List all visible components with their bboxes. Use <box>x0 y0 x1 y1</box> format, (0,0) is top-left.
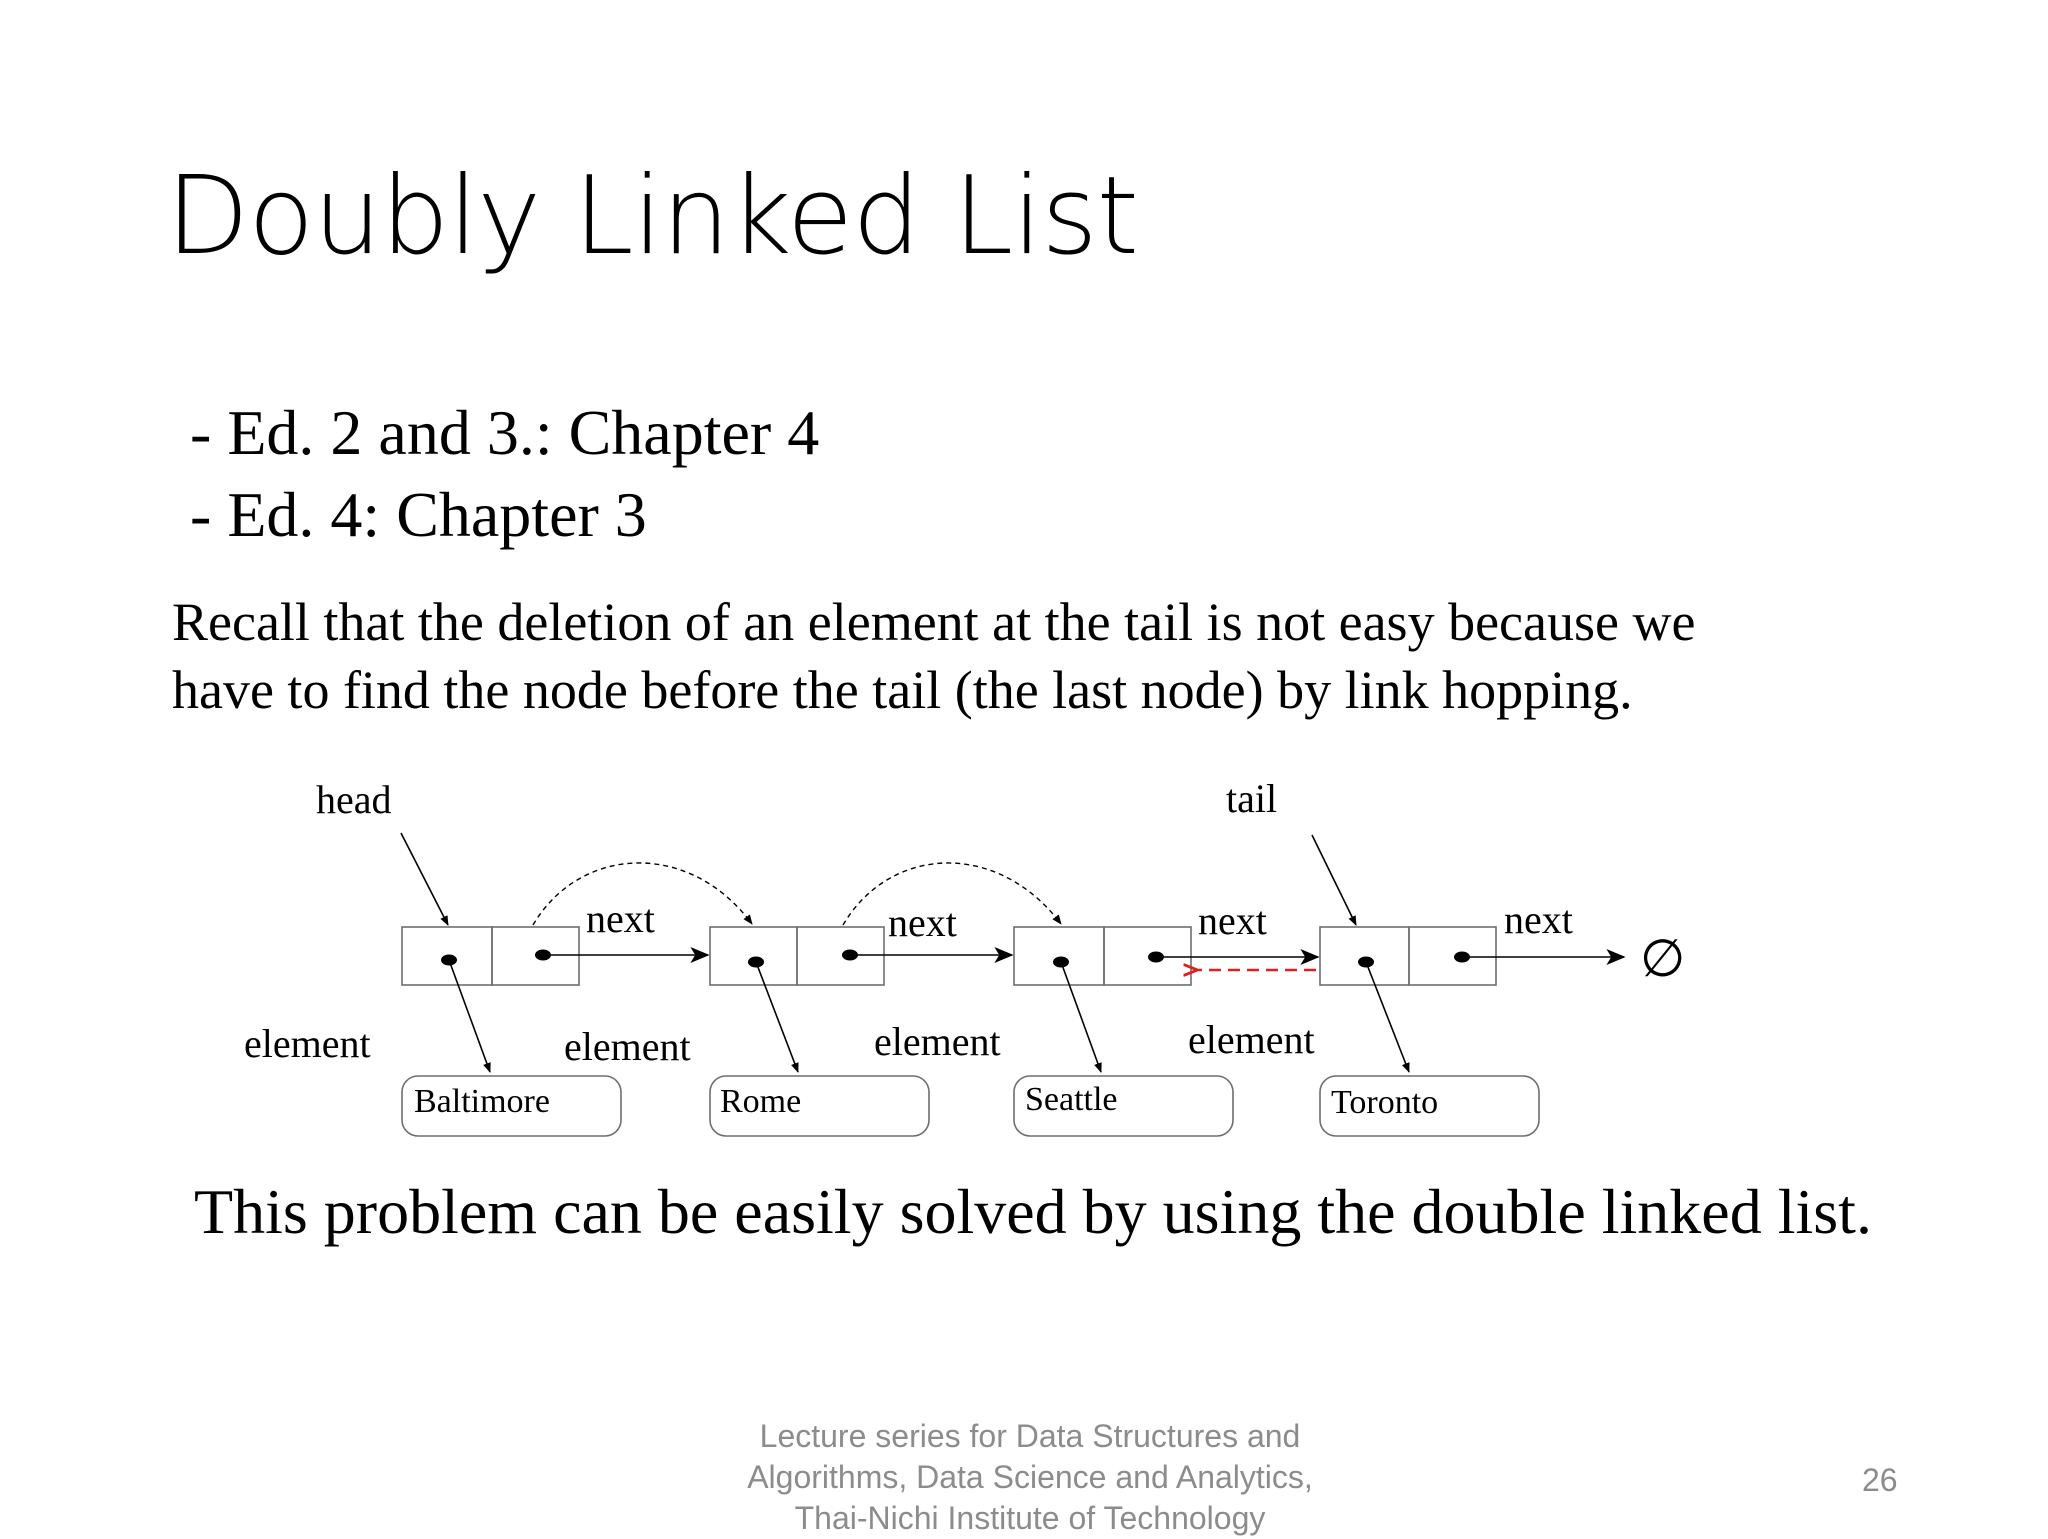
conclusion-text: This problem can be easily solved by using the double linked list. <box>194 1176 1872 1247</box>
link-hop-arrow <box>533 863 752 925</box>
element-pointer-dot <box>1358 957 1374 968</box>
element-arrow <box>1061 962 1101 1072</box>
head-label: head <box>316 777 392 822</box>
element-arrow <box>1366 962 1409 1072</box>
reference-line: - Ed. 4: Chapter 3 <box>190 479 647 550</box>
element-pointer-dot <box>1053 957 1069 968</box>
value-box <box>710 1076 929 1136</box>
element-cell <box>1320 927 1409 985</box>
next-cell <box>1409 927 1496 985</box>
list-node <box>1014 927 1191 985</box>
list-node <box>710 927 884 985</box>
next-label: next <box>586 896 655 941</box>
slide-title: Doubly Linked List <box>166 154 1138 279</box>
node-value: Toronto <box>1331 1084 1439 1121</box>
footer <box>700 1416 1360 1539</box>
node-value: Rome <box>720 1083 802 1120</box>
node-value: Seattle <box>1025 1081 1118 1118</box>
footer-line: Thai-Nichi Institute of Technology <box>794 1500 1266 1536</box>
recall-paragraph <box>172 588 1992 724</box>
reference-line: - Ed. 2 and 3.: Chapter 4 <box>190 397 820 468</box>
element-label: element <box>874 1019 1001 1064</box>
next-pointer-dot <box>1454 952 1470 963</box>
next-label: next <box>888 900 957 945</box>
list-node <box>1320 927 1496 985</box>
value-box <box>1014 1076 1233 1136</box>
next-pointer-dot <box>535 950 551 961</box>
head-pointer <box>401 833 448 925</box>
tail-pointer <box>1312 835 1356 925</box>
element-arrow <box>449 960 490 1072</box>
page-number: 26 <box>1862 1462 1898 1498</box>
next-cell <box>492 927 579 985</box>
next-cell <box>1104 927 1191 985</box>
element-cell <box>402 927 492 985</box>
tail-label: tail <box>1226 776 1278 821</box>
list-node <box>402 927 579 985</box>
element-pointer-dot <box>748 957 764 968</box>
next-label: next <box>1504 897 1573 942</box>
node-value: Baltimore <box>414 1083 550 1120</box>
value-box <box>402 1076 621 1136</box>
null-icon: ∅ <box>1640 931 1686 988</box>
element-label: element <box>564 1024 691 1069</box>
element-label: element <box>1188 1017 1315 1062</box>
element-arrow <box>756 962 798 1072</box>
element-cell <box>710 927 797 985</box>
footer-line: Lecture series for Data Structures and <box>759 1418 1301 1454</box>
next-pointer-dot <box>1148 952 1164 963</box>
recall-line: have to find the node before the tail (the last node) by link hopping. <box>172 660 1633 720</box>
chapter-references <box>190 392 819 556</box>
element-pointer-dot <box>441 955 457 966</box>
element-label: element <box>244 1021 371 1066</box>
footer-line: Algorithms, Data Science and Analytics, <box>747 1459 1313 1495</box>
recall-line: Recall that the deletion of an element at the tail is not easy because we <box>172 592 1696 652</box>
next-cell <box>797 927 884 985</box>
link-hop-arrow <box>843 863 1061 925</box>
next-pointer-dot <box>842 950 858 961</box>
next-label: next <box>1198 898 1267 943</box>
element-cell <box>1014 927 1104 985</box>
value-box <box>1320 1076 1539 1136</box>
